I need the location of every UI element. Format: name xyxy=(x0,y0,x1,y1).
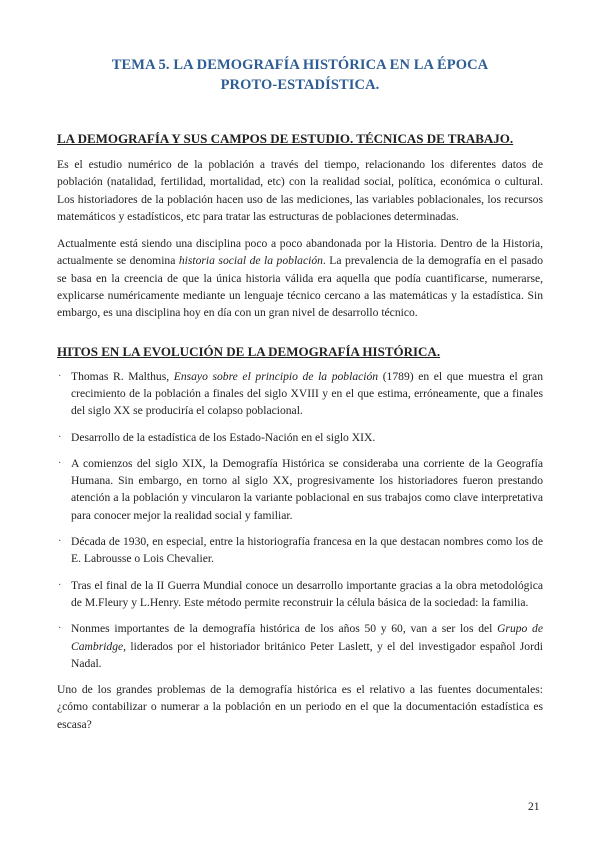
milestones-list xyxy=(57,368,543,672)
bullet-icon: · xyxy=(58,623,62,635)
page-number: 21 xyxy=(528,800,540,813)
bullet-icon: · xyxy=(58,431,62,443)
document-page xyxy=(57,55,543,733)
page-title xyxy=(57,55,543,95)
paragraph-closing: Uno de los grandes problemas de la demografía histórica es el relativo a las fuentes documentales: ¿cómo contabilizar o numerar a la población en un periodo en el que la documentación estadística es escasa? xyxy=(57,683,543,731)
list-item: · Thomas R. Malthus, Ensayo sobre el principio de la población (1789) en el que muestra el gran crecimiento de la población a finales del siglo XVIII y en el que estima, erróneamente, que a finales del siglo XX se produciría el colapso poblacional. xyxy=(58,369,543,418)
bullet-icon: · xyxy=(58,579,62,591)
paragraph-actualidad: Actualmente está siendo una disciplina poco a poco abandonada por la Historia. Dentro de la Historia, actualmente se denomina historia social de la población. La prevalencia de la demografía en el pasado se basa en la creencia de que la única historia válida era aquella que podía cuantificarse, numerarse, explicarse numéricamente mediante un lenguaje técnico cercano a las matemáticas y la estadística. Sin embargo, es una disciplina hoy en día con un gran nivel de desarrollo técnico. xyxy=(57,237,543,320)
section-heading-demografia: LA DEMOGRAFÍA Y SUS CAMPOS DE ESTUDIO. TÉCNICAS DE TRABAJO. xyxy=(57,131,514,146)
bullet-icon: · xyxy=(58,457,62,469)
list-item: · A comienzos del siglo XIX, la Demografía Histórica se consideraba una corriente de la Geografía Humana. Sin embargo, en torno al siglo XX, progresivamente los historiadores fueron prestando atención a la población y vincularon la variante poblacional en sus trabajos como clave interpretativa para conocer mejor la realidad social y familiar. xyxy=(58,456,543,522)
section-heading-hitos: HITOS EN LA EVOLUCIÓN DE LA DEMOGRAFÍA HISTÓRICA. xyxy=(57,343,441,359)
list-item: · Tras el final de la II Guerra Mundial conoce un desarrollo importante gracias a la obra metodológica de M.Fleury y L.Henry. Este método permite reconstruir la célula básica de la sociedad: la familia. xyxy=(58,578,543,609)
italic-term: historia social de la población xyxy=(178,254,323,268)
bullet-icon: · xyxy=(58,536,62,548)
list-item: · Nonmes importantes de la demografía histórica de los años 50 y 60, van a ser los del Grupo de Cambridge, liderados por el historiador británico Peter Laslett, y el del investigador español Jordi Nadal. xyxy=(58,622,543,670)
title-line-1: TEMA 5. LA DEMOGRAFÍA HISTÓRICA EN LA ÉPOCA xyxy=(111,57,489,73)
list-item: · Década de 1930, en especial, entre la historiografía francesa en la que destacan nombres como los de E. Labrousse o Lois Chevalier. xyxy=(58,535,543,566)
list-item: · Desarrollo de la estadística de los Estado-Nación en el siglo XIX. xyxy=(57,429,543,446)
title-line-2: PROTO-ESTADÍSTICA. xyxy=(220,77,380,93)
paragraph-definition: Es el estudio numérico de la población a través del tiempo, relacionando los diferentes datos de población (natalidad, fertilidad, mortalidad, etc) con la realidad social, política, económica o cultural. Los historiadores de la población hacen uso de las mediciones, las variables poblacionales, los recursos matemáticos y estadísticos, etc para tratar las estructuras de poblaciones determinadas. xyxy=(57,158,543,223)
bullet-icon: · xyxy=(58,370,62,382)
